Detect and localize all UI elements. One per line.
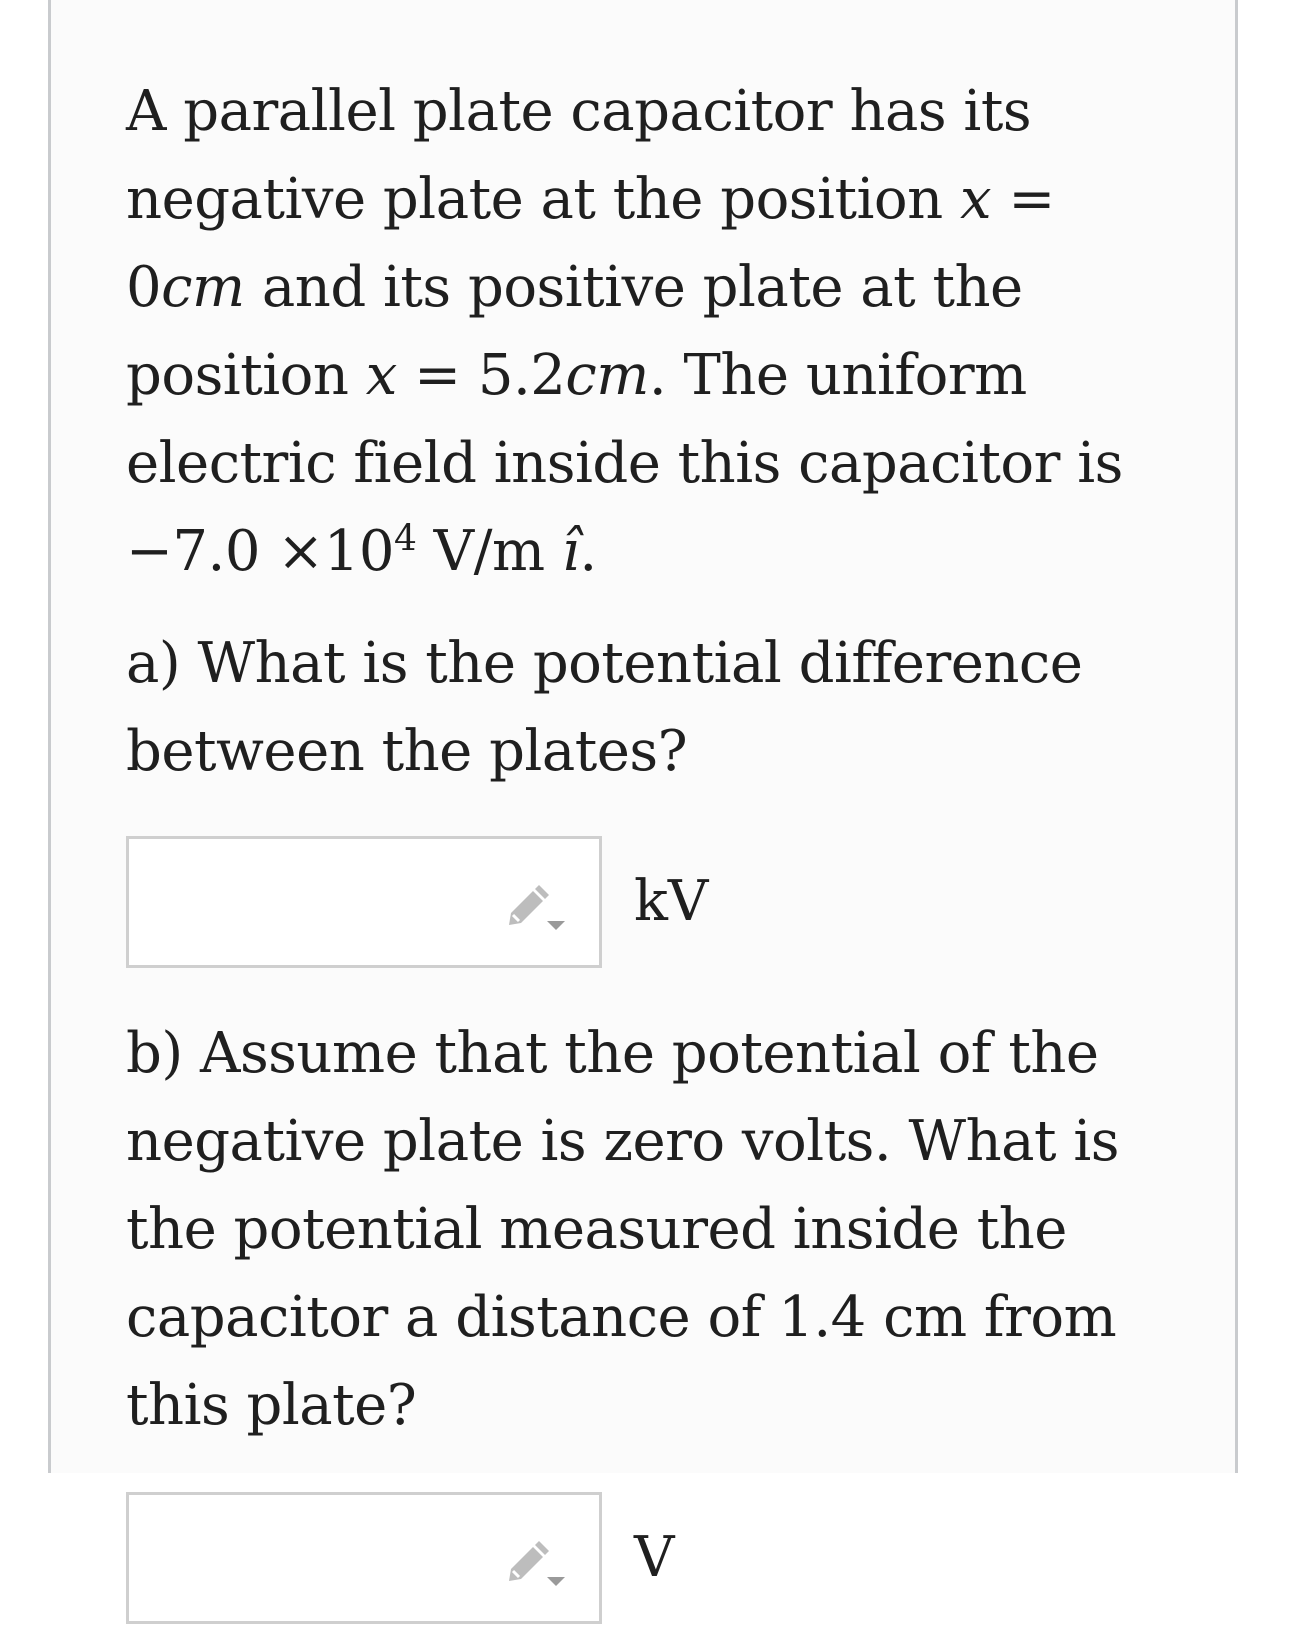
answer-input-a[interactable] — [126, 836, 602, 968]
problem-statement — [126, 68, 1166, 596]
problem-connector: and its positive plate at the position — [126, 255, 1023, 408]
pencil-dropdown-icon[interactable] — [503, 1539, 567, 1589]
field-text: The uniform electric field inside this capacitor is −7.0 ×10 — [126, 343, 1123, 584]
period: . — [648, 343, 667, 408]
equals-value: = 5.2 — [396, 343, 566, 408]
question-a-text: a) What is the potential difference between the plates? — [126, 631, 1083, 784]
unit-label-b: V — [634, 1525, 675, 1590]
unit-label-a: kV — [634, 869, 709, 934]
answer-row-a — [126, 834, 1166, 970]
answer-row-b — [126, 1490, 1166, 1626]
unit-cm: cm — [565, 343, 649, 408]
unit-cm: cm — [161, 255, 245, 320]
variable-x: x — [959, 167, 992, 232]
pencil-dropdown-icon[interactable] — [503, 883, 567, 933]
period: . — [579, 519, 597, 584]
question-b-text: b) Assume that the potential of the negative plate is zero volts. What is the potential measured inside the capacitor a distance of 1.4 cm from this plate? — [126, 1021, 1119, 1438]
problem-intro: A parallel plate capacitor has its negative plate at the position — [126, 79, 1032, 232]
variable-x: x — [365, 343, 397, 408]
exponent: 4 — [393, 518, 417, 560]
unit-vector-i: î — [561, 519, 580, 584]
field-unit: V/m — [416, 519, 562, 584]
question-panel — [48, 0, 1238, 1590]
question-content — [126, 68, 1166, 1626]
equals-zero: = 0 — [126, 167, 1055, 320]
answer-input-b[interactable] — [126, 1492, 602, 1624]
